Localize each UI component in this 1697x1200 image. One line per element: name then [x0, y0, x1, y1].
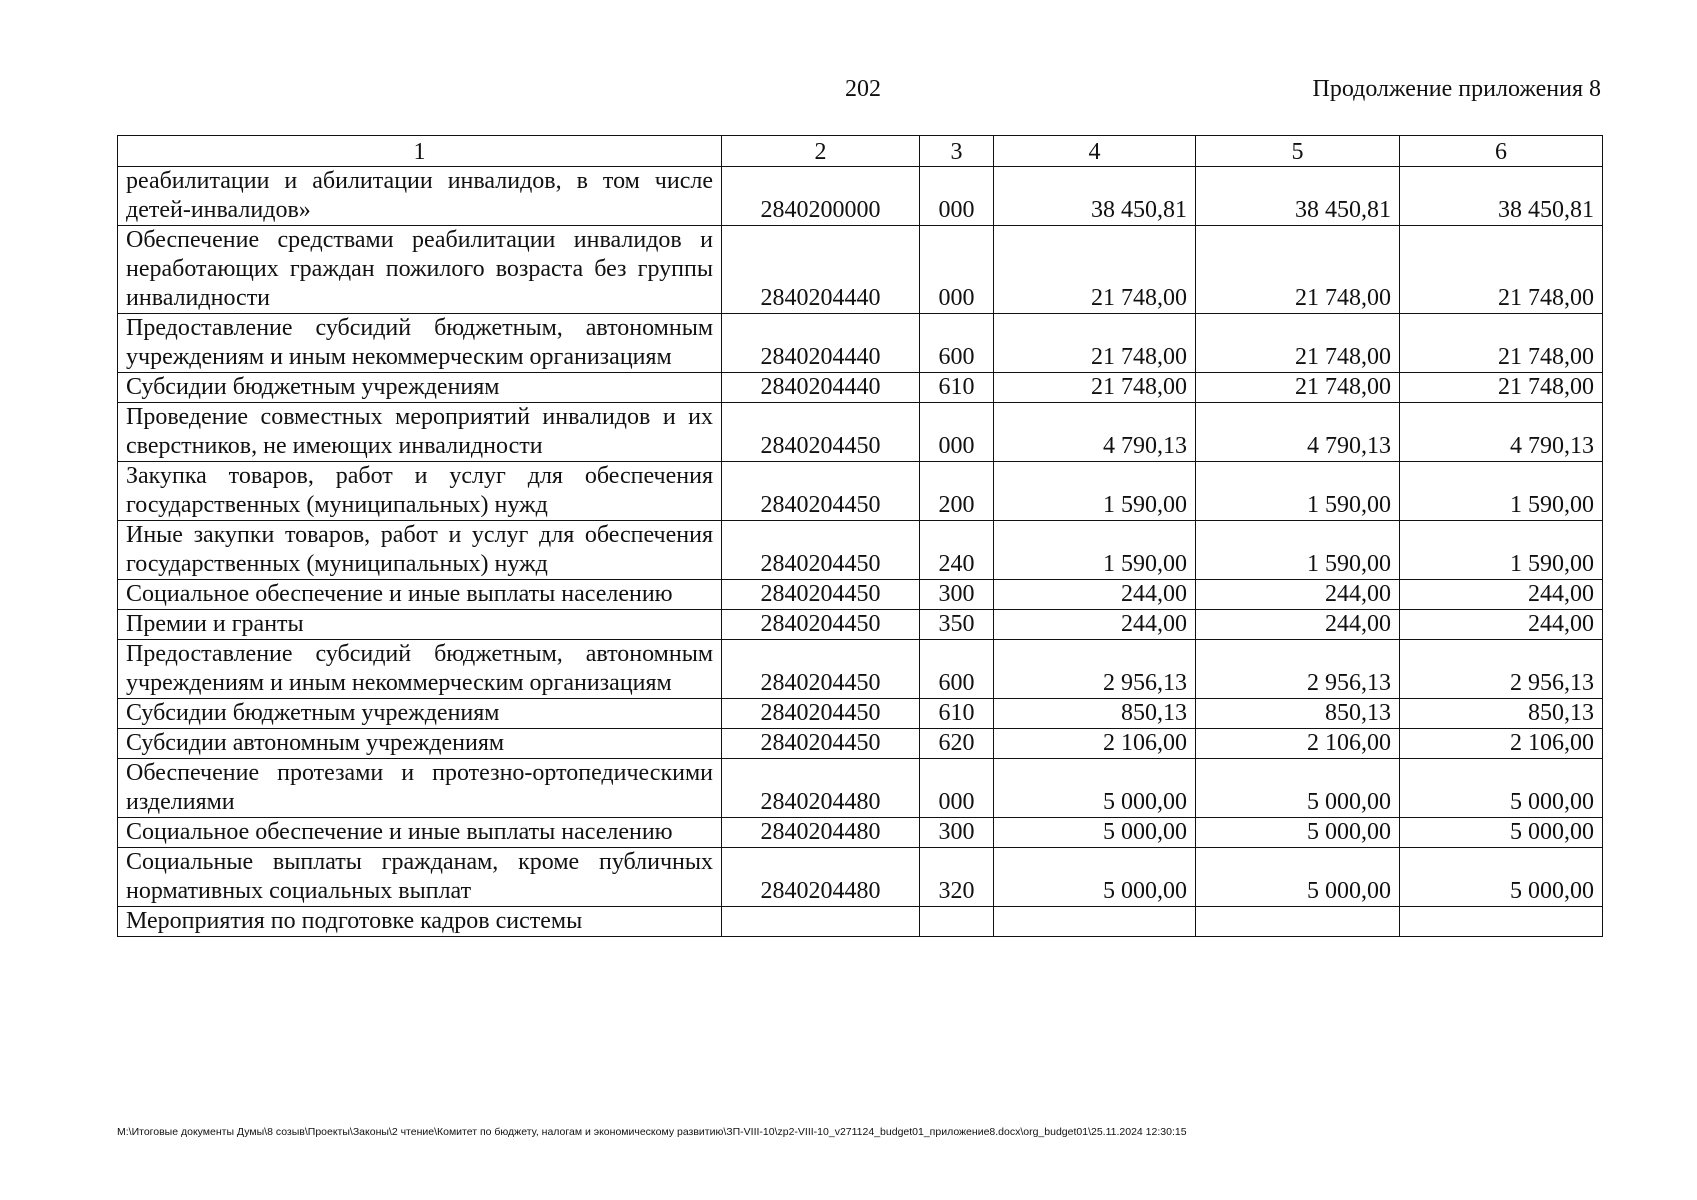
- expense-type: 000: [920, 226, 994, 314]
- expense-type: 610: [920, 699, 994, 729]
- budget-code: 2840204440: [722, 226, 920, 314]
- amount-col-6: 5 000,00: [1400, 759, 1603, 818]
- budget-code: 2840204450: [722, 403, 920, 462]
- table-row: [118, 759, 1603, 818]
- amount-col-5: 21 748,00: [1196, 314, 1400, 373]
- budget-code: 2840204450: [722, 521, 920, 580]
- expense-type: 000: [920, 167, 994, 226]
- appendix-label: Продолжение приложения 8: [1312, 76, 1601, 102]
- table-row: [118, 226, 1603, 314]
- amount-col-4: [994, 907, 1196, 937]
- amount-col-5: 2 106,00: [1196, 729, 1400, 759]
- row-name: Премии и гранты: [118, 610, 722, 640]
- amount-col-6: 850,13: [1400, 699, 1603, 729]
- column-header: 2: [722, 136, 920, 167]
- row-name: Социальное обеспечение и иные выплаты населению: [118, 580, 722, 610]
- amount-col-5: 21 748,00: [1196, 373, 1400, 403]
- budget-code: 2840204480: [722, 848, 920, 907]
- amount-col-4: 1 590,00: [994, 521, 1196, 580]
- amount-col-4: 244,00: [994, 580, 1196, 610]
- column-number-row: [118, 136, 1603, 167]
- amount-col-4: 5 000,00: [994, 818, 1196, 848]
- amount-col-5: [1196, 907, 1400, 937]
- column-header: 1: [118, 136, 722, 167]
- expense-type: 350: [920, 610, 994, 640]
- table-row: [118, 314, 1603, 373]
- row-name: Социальные выплаты гражданам, кроме публичных нормативных социальных выплат: [118, 848, 722, 907]
- amount-col-6: 4 790,13: [1400, 403, 1603, 462]
- expense-type: 610: [920, 373, 994, 403]
- table-row: [118, 403, 1603, 462]
- column-header: 4: [994, 136, 1196, 167]
- amount-col-6: 2 106,00: [1400, 729, 1603, 759]
- amount-col-5: 5 000,00: [1196, 848, 1400, 907]
- row-name: Субсидии бюджетным учреждениям: [118, 373, 722, 403]
- budget-code: 2840204440: [722, 373, 920, 403]
- amount-col-5: 1 590,00: [1196, 462, 1400, 521]
- row-name: Субсидии автономным учреждениям: [118, 729, 722, 759]
- amount-col-6: 2 956,13: [1400, 640, 1603, 699]
- amount-col-6: 1 590,00: [1400, 462, 1603, 521]
- row-name: Субсидии бюджетным учреждениям: [118, 699, 722, 729]
- table-row: [118, 699, 1603, 729]
- amount-col-4: 21 748,00: [994, 373, 1196, 403]
- amount-col-5: 850,13: [1196, 699, 1400, 729]
- row-name: Социальное обеспечение и иные выплаты населению: [118, 818, 722, 848]
- table-row: [118, 848, 1603, 907]
- table-row: [118, 373, 1603, 403]
- expense-type: 320: [920, 848, 994, 907]
- amount-col-5: 4 790,13: [1196, 403, 1400, 462]
- amount-col-5: 5 000,00: [1196, 818, 1400, 848]
- amount-col-4: 2 956,13: [994, 640, 1196, 699]
- amount-col-4: 850,13: [994, 699, 1196, 729]
- expense-type: 200: [920, 462, 994, 521]
- amount-col-4: 21 748,00: [994, 226, 1196, 314]
- budget-code: 2840200000: [722, 167, 920, 226]
- budget-code: 2840204480: [722, 818, 920, 848]
- budget-code: 2840204440: [722, 314, 920, 373]
- amount-col-5: 38 450,81: [1196, 167, 1400, 226]
- amount-col-6: 38 450,81: [1400, 167, 1603, 226]
- row-name: реабилитации и абилитации инвалидов, в том числе детей-инвалидов»: [118, 167, 722, 226]
- amount-col-6: 21 748,00: [1400, 373, 1603, 403]
- file-path-footer: M:\Итоговые документы Думы\8 созыв\Проекты\Законы\2 чтение\Комитет по бюджету, налогам и экономическому развитию\ЗП-VIII-10\zp2-VIII-10_v271124_budget01_приложение8.docx\org_budget01\25.11.2024 12:30:15: [117, 1126, 1187, 1138]
- row-name: Иные закупки товаров, работ и услуг для обеспечения государственных (муниципальных) нужд: [118, 521, 722, 580]
- table-row: [118, 521, 1603, 580]
- expense-type: 600: [920, 640, 994, 699]
- row-name: Предоставление субсидий бюджетным, автономным учреждениям и иным некоммерческим организациям: [118, 640, 722, 699]
- amount-col-6: 244,00: [1400, 610, 1603, 640]
- budget-code: 2840204450: [722, 462, 920, 521]
- amount-col-4: 5 000,00: [994, 759, 1196, 818]
- amount-col-6: 21 748,00: [1400, 314, 1603, 373]
- row-name: Обеспечение средствами реабилитации инвалидов и неработающих граждан пожилого возраста без группы инвалидности: [118, 226, 722, 314]
- amount-col-5: 244,00: [1196, 580, 1400, 610]
- table-row: [118, 729, 1603, 759]
- amount-col-6: [1400, 907, 1603, 937]
- amount-col-4: 2 106,00: [994, 729, 1196, 759]
- amount-col-6: 5 000,00: [1400, 848, 1603, 907]
- expense-type: 300: [920, 818, 994, 848]
- row-name: Обеспечение протезами и протезно-ортопедическими изделиями: [118, 759, 722, 818]
- budget-code: 2840204450: [722, 580, 920, 610]
- amount-col-5: 21 748,00: [1196, 226, 1400, 314]
- expense-type: [920, 907, 994, 937]
- amount-col-6: 244,00: [1400, 580, 1603, 610]
- amount-col-4: 244,00: [994, 610, 1196, 640]
- budget-code: 2840204450: [722, 640, 920, 699]
- amount-col-4: 1 590,00: [994, 462, 1196, 521]
- table-row: [118, 462, 1603, 521]
- row-name: Проведение совместных мероприятий инвалидов и их сверстников, не имеющих инвалидности: [118, 403, 722, 462]
- expense-type: 240: [920, 521, 994, 580]
- page-number: 202: [845, 76, 881, 102]
- table-row: [118, 818, 1603, 848]
- column-header: 3: [920, 136, 994, 167]
- expense-type: 300: [920, 580, 994, 610]
- row-name: Мероприятия по подготовке кадров системы: [118, 907, 722, 937]
- amount-col-5: 244,00: [1196, 610, 1400, 640]
- amount-col-6: 1 590,00: [1400, 521, 1603, 580]
- budget-table: [117, 135, 1603, 937]
- table-row: [118, 640, 1603, 699]
- table-row: [118, 167, 1603, 226]
- expense-type: 000: [920, 403, 994, 462]
- expense-type: 620: [920, 729, 994, 759]
- budget-code: 2840204450: [722, 699, 920, 729]
- table-row: [118, 610, 1603, 640]
- amount-col-5: 5 000,00: [1196, 759, 1400, 818]
- table-row: [118, 580, 1603, 610]
- budget-code: [722, 907, 920, 937]
- amount-col-4: 38 450,81: [994, 167, 1196, 226]
- amount-col-6: 21 748,00: [1400, 226, 1603, 314]
- table-row: [118, 907, 1603, 937]
- row-name: Предоставление субсидий бюджетным, автономным учреждениям и иным некоммерческим организациям: [118, 314, 722, 373]
- budget-code: 2840204480: [722, 759, 920, 818]
- budget-code: 2840204450: [722, 610, 920, 640]
- amount-col-4: 5 000,00: [994, 848, 1196, 907]
- budget-code: 2840204450: [722, 729, 920, 759]
- amount-col-4: 21 748,00: [994, 314, 1196, 373]
- expense-type: 000: [920, 759, 994, 818]
- column-header: 5: [1196, 136, 1400, 167]
- amount-col-5: 2 956,13: [1196, 640, 1400, 699]
- column-header: 6: [1400, 136, 1603, 167]
- amount-col-4: 4 790,13: [994, 403, 1196, 462]
- amount-col-5: 1 590,00: [1196, 521, 1400, 580]
- amount-col-6: 5 000,00: [1400, 818, 1603, 848]
- expense-type: 600: [920, 314, 994, 373]
- row-name: Закупка товаров, работ и услуг для обеспечения государственных (муниципальных) нужд: [118, 462, 722, 521]
